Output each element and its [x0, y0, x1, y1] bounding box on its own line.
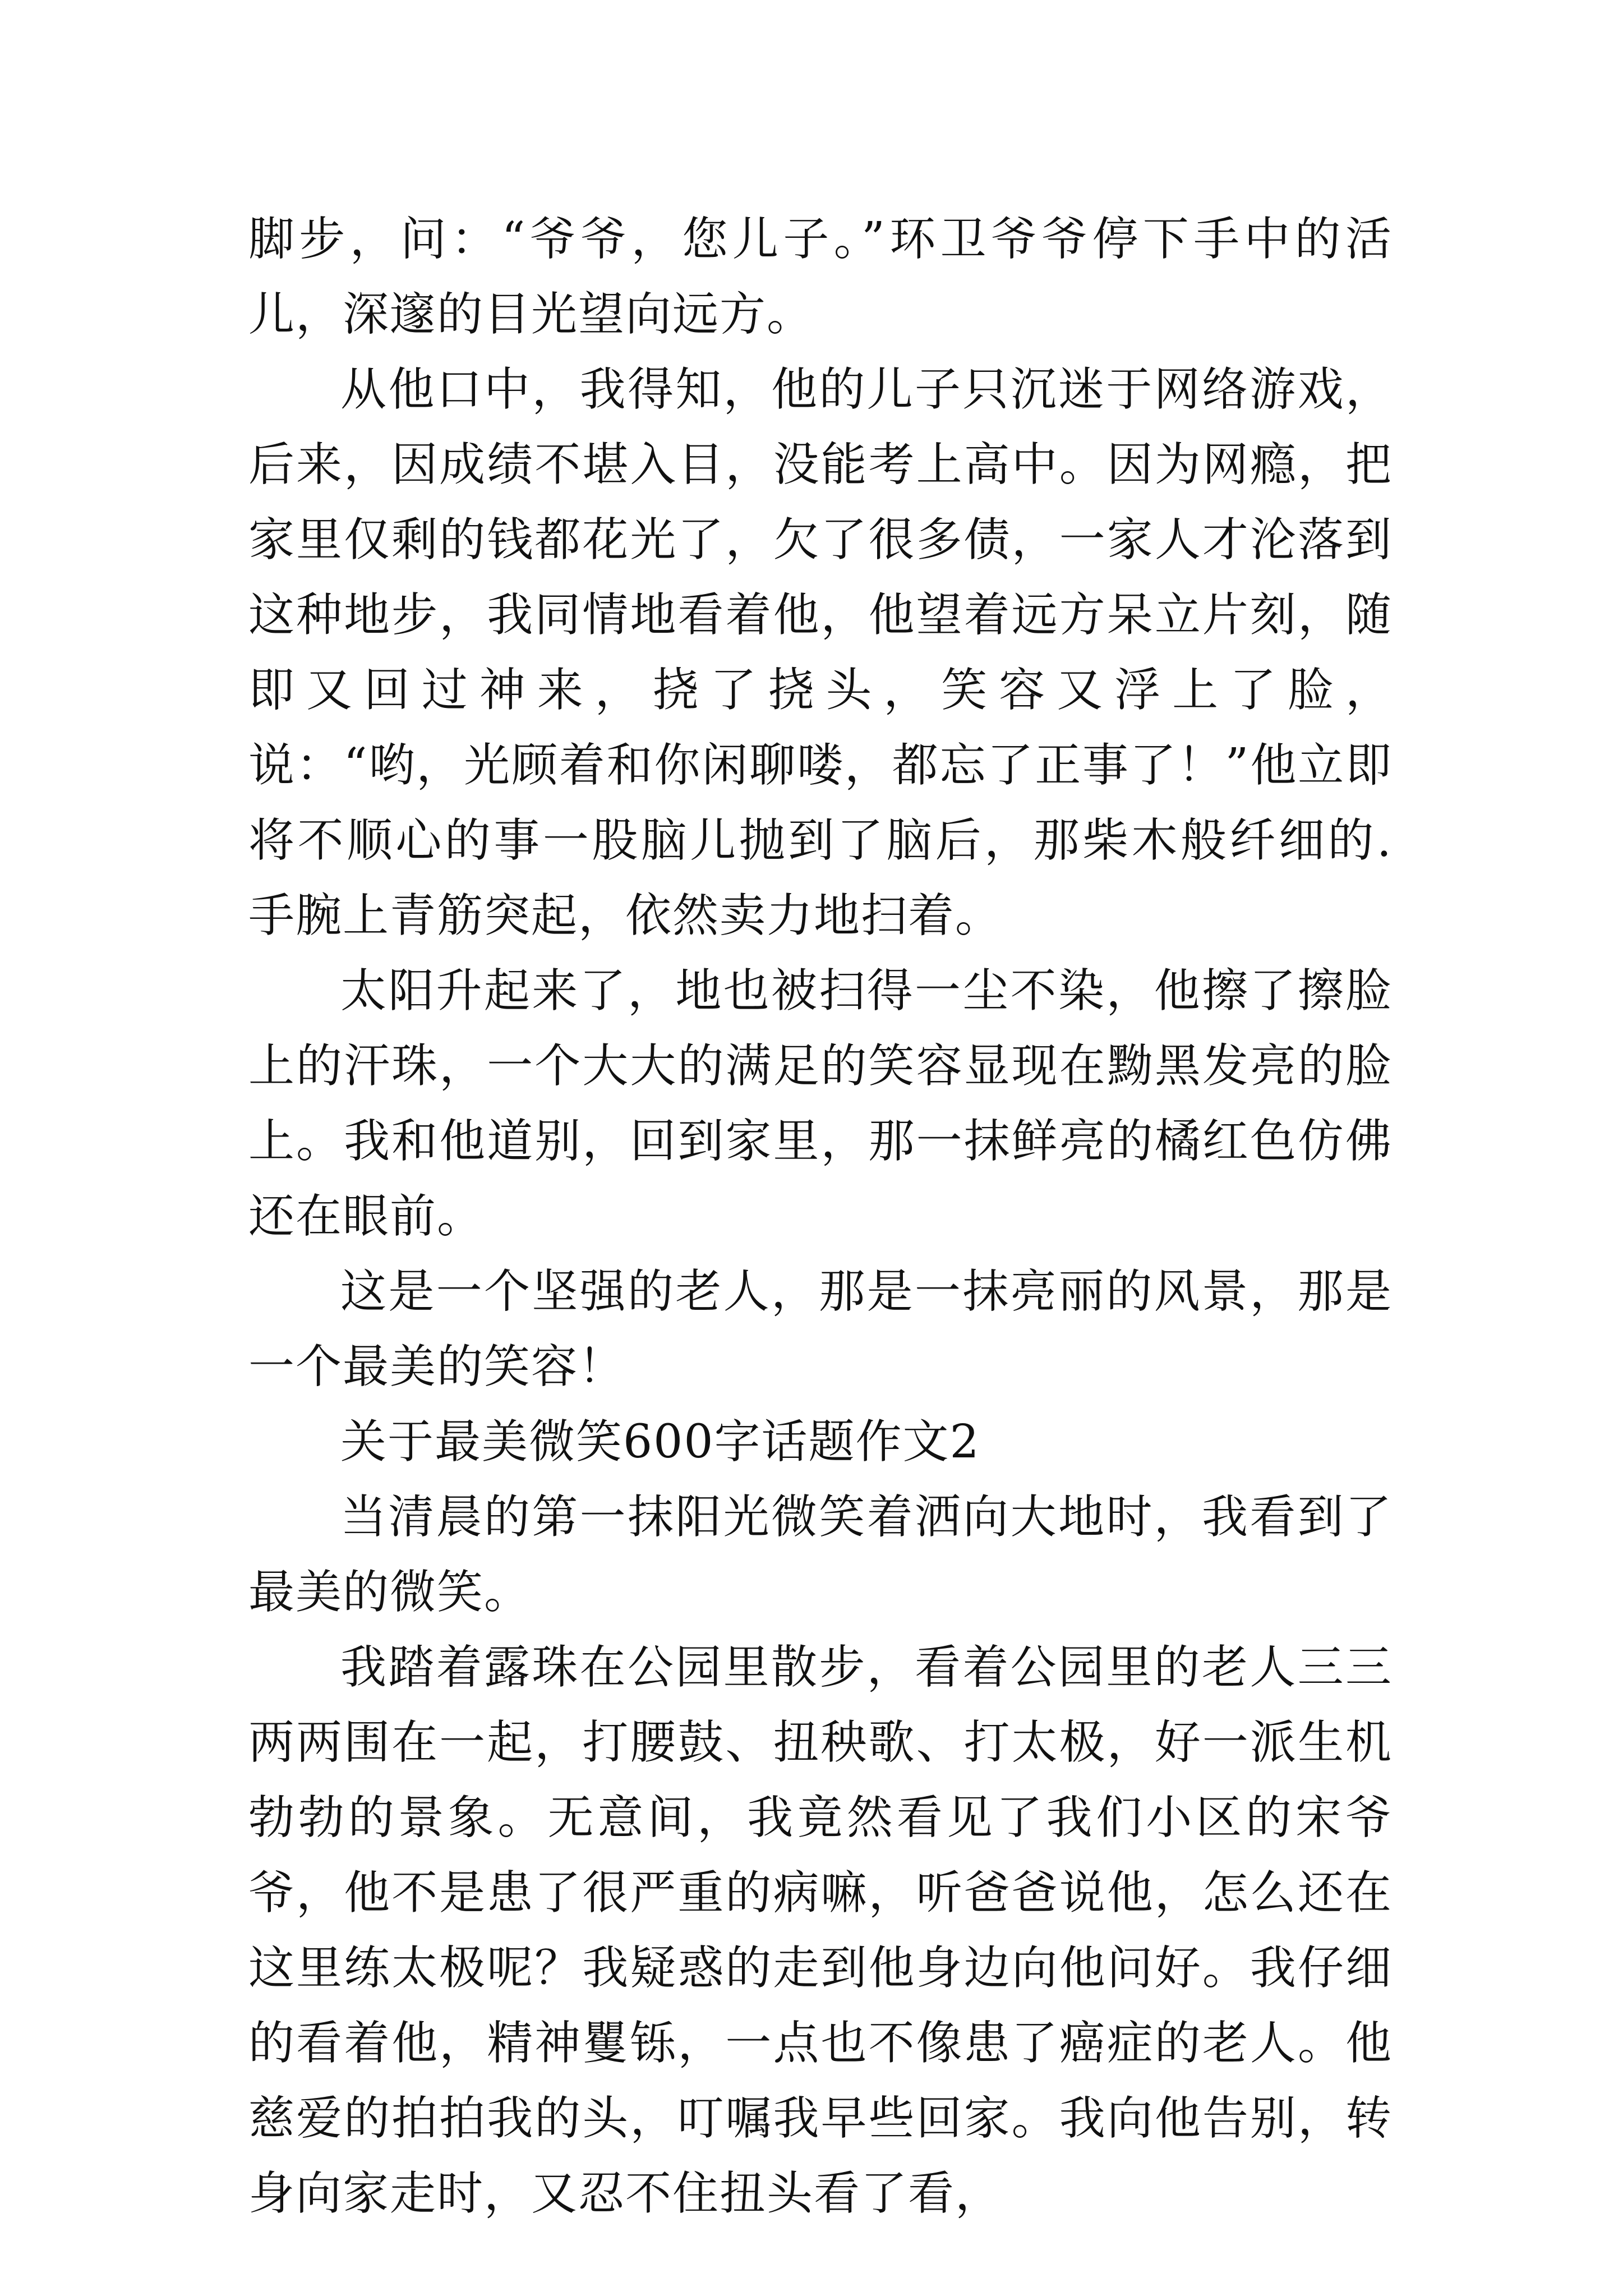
paragraph: 我踏着露珠在公园里散步，看着公园里的老人三三两两围在一起，打腰鼓、扭秧歌、打太极，好一派生机勃勃的景象。无意间，我竟然看见了我们小区的宋爷爷，他不是患了很严重的病嘛，听爸爸说他，怎么还在这里练太极呢？我疑惑的走到他身边向他问好。我仔细的看着他，精神矍铄，一点也不像患了癌症的老人。他慈爱的拍拍我的头，叮嘱我早些回家。我向他告别，转身向家走时，又忍不住扭头看了看， — [248, 1641, 1393, 2220]
paragraph: 这是一个坚强的老人，那是一抹亮丽的风景，那是一个最美的笑容！ — [248, 1265, 1393, 1393]
paragraph: 太阳升起来了，地也被扫得一尘不染，他擦了擦脸上的汗珠，一个大大的满足的笑容显现在黝黑发亮的脸上。我和他道别，回到家里，那一抹鲜亮的橘红色仿佛还在眼前。 — [248, 964, 1393, 1243]
paragraph: 当清晨的第一抹阳光微笑着洒向大地时，我看到了最美的微笑。 — [248, 1490, 1393, 1619]
document-body — [248, 202, 1393, 2231]
paragraph-continuation: 脚步，问：“爷爷，您儿子。”环卫爷爷停下手中的活儿，深邃的目光望向远方。 — [248, 213, 1393, 341]
section-heading: 关于最美微笑600字话题作文2 — [340, 1415, 980, 1469]
paragraph: 从他口中，我得知，他的儿子只沉迷于网络游戏，后来，因成绩不堪入目，没能考上高中。因为网瘾，把家里仅剩的钱都花光了，欠了很多债，一家人才沦落到这种地步，我同情地看着他，他望着远方呆立片刻，随即又回过神来，挠了挠头，笑容又浮上了脸，说：“哟，光顾着和你闲聊喽，都忘了正事了！”他立即将不顺心的事一股脑儿抛到了脑后，那柴木般纤细的.手腕上青筋突起，依然卖力地扫着。 — [248, 363, 1393, 942]
